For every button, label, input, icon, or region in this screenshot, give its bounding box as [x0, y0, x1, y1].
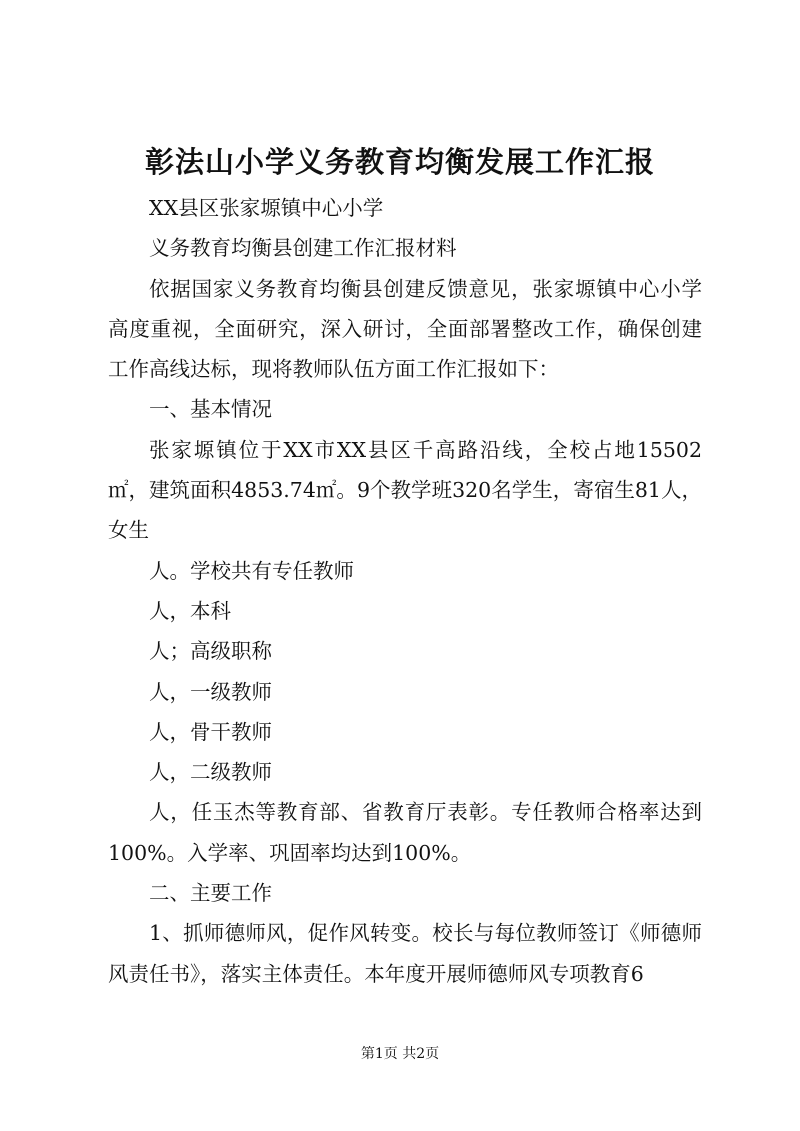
paragraph-second-level-count: 人，二级教师	[149, 760, 272, 785]
paragraph-first-level-count: 人，一级教师	[149, 679, 272, 704]
section-heading-main-work: 二、主要工作	[149, 881, 272, 906]
paragraph-awards-rates: 人，任玉杰等教育部、省教育厅表彰。专任教师合格率达到100%。入学率、巩固率均达到100%。	[108, 800, 702, 865]
document-title: 彰法山小学义务教育均衡发展工作汇报	[144, 145, 655, 179]
section-heading-basic-info: 一、基本情况	[149, 397, 272, 422]
page-footer: 第1页 共2页	[360, 1046, 440, 1062]
paragraph-bachelor-count: 人，本科	[149, 598, 231, 623]
paragraph-school-overview: 张家塬镇位于XX市XX县区千高路沿线，全校占地15502㎡，建筑面积4853.74㎡。9个教学班320名学生，寄宿生81人，女生	[108, 437, 702, 543]
paragraph-teacher-count: 人。学校共有专任教师	[149, 558, 354, 583]
paragraph-school-name: XX县区张家塬镇中心小学	[149, 196, 384, 220]
paragraph-ethics-work: 1、抓师德师风，促作风转变。校长与每位教师签订《师德师风责任书》，落实主体责任。本年度开展师德师风专项教育6	[108, 921, 702, 986]
paragraph-key-teacher-count: 人，骨干教师	[149, 719, 272, 744]
paragraph-senior-title-count: 人；高级职称	[149, 639, 272, 664]
paragraph-report-subtitle: 义务教育均衡县创建工作汇报材料	[149, 236, 457, 261]
paragraph-introduction: 依据国家义务教育均衡县创建反馈意见，张家塬镇中心小学高度重视，全面研究，深入研讨，全面部署整改工作，确保创建工作高线达标，现将教师队伍方面工作汇报如下：	[108, 276, 702, 382]
document-body	[108, 188, 702, 994]
